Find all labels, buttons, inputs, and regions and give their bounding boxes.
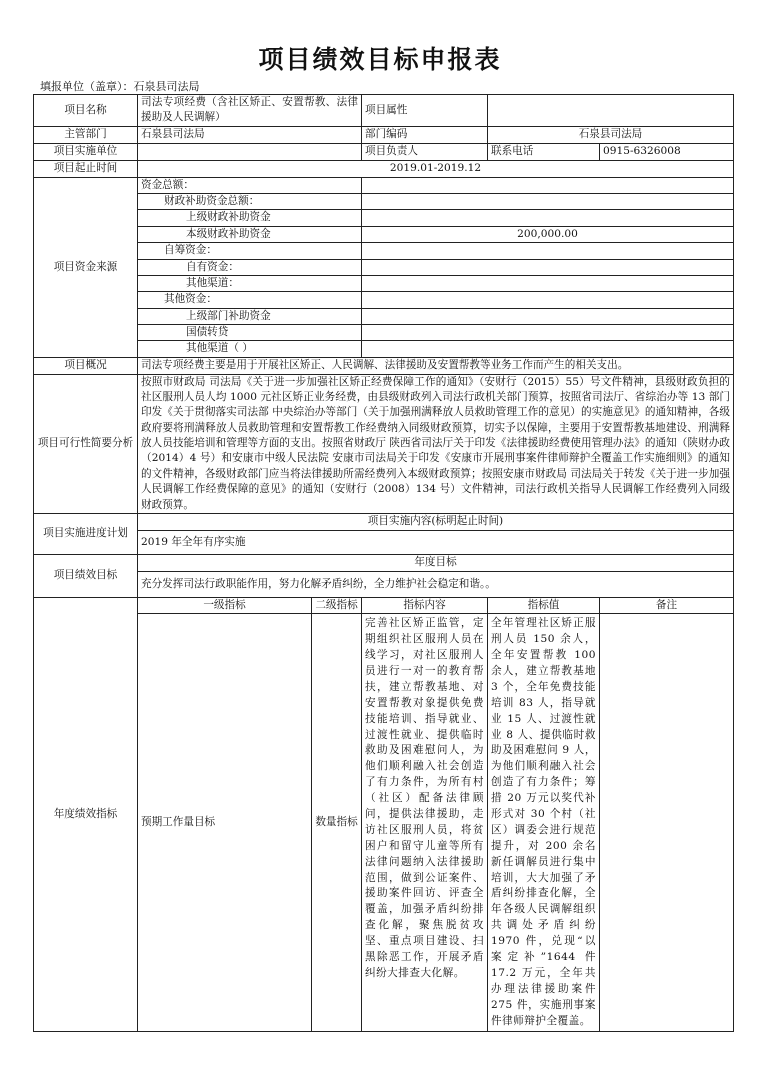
schedule-label: 项目实施进度计划	[34, 513, 138, 554]
upper-dept-value	[362, 308, 734, 324]
fund-total-value	[362, 177, 734, 193]
reporting-unit-value: 石泉县司法局	[133, 80, 200, 93]
overview-label: 项目概况	[34, 357, 138, 374]
impl-unit-label: 项目实施单位	[34, 143, 138, 160]
fund-source-label: 项目资金来源	[34, 177, 138, 357]
other-fund-value	[362, 292, 734, 308]
upper-fin-value	[362, 210, 734, 226]
page-title: 项目绩效目标申报表	[258, 45, 502, 74]
phone-value: 0915-6326008	[600, 143, 734, 160]
indicator-value: 全年管理社区矫正服刑人员 150 余人，全年安置帮教 100 余人，建立帮教基地 3 个，全年免费技能培训 83 人，指导就业 15 人、过渡性就业 8 人、提供临时救助及困难慰问 9 人，为他们顺利融入社会创造了有力条件；筹措 20 万元以奖代补形式对 30 个村（社区）调委会进行规范提升，对 200 余名新任调解员进行集中培训，大大加强了矛盾纠纷排查化解，全年各级人民调解组织共调处矛盾纠纷 1970 件，兑现“以案定补”1644 件 17.2 万元，全年共办理法律援助案件 275 件，实施刑事案件律师辩护全覆盖。	[488, 614, 600, 1032]
col-value: 指标值	[488, 597, 600, 613]
fin-total-value	[362, 194, 734, 210]
other-channel-value	[362, 275, 734, 291]
reporting-unit	[40, 78, 200, 94]
leader-label: 项目负责人	[362, 143, 488, 160]
performance-form-table	[33, 94, 734, 1032]
project-attr-value	[488, 95, 734, 127]
level2-value: 数量指标	[312, 614, 362, 1032]
overview-value: 司法专项经费主要是用于开展社区矫正、人民调解、法律援助及安置帮教等业务工作而产生的相关支出。	[138, 357, 734, 374]
fin-total-label: 财政补助资金总额：	[138, 194, 362, 210]
project-name-value: 司法专项经费（含社区矫正、安置帮教、法律援助及人民调解）	[138, 95, 362, 127]
other-fund-label: 其他资金：	[138, 292, 362, 308]
indicator-note	[600, 614, 734, 1032]
period-label: 项目起止时间	[34, 160, 138, 177]
impl-unit-value	[138, 143, 362, 160]
reporting-unit-label: 填报单位（盖章）：	[40, 80, 134, 93]
feasibility-label: 项目可行性简要分析	[34, 374, 138, 513]
perf-label: 项目绩效目标	[34, 554, 138, 597]
own-fund-value	[362, 259, 734, 275]
other-channel-label: 其他渠道：	[138, 275, 362, 291]
perf-header: 年度目标	[138, 554, 734, 571]
bond-value	[362, 324, 734, 340]
schedule-header: 项目实施内容(标明起止时间)	[138, 513, 734, 530]
project-name-label: 项目名称	[34, 95, 138, 127]
dept-value: 石泉县司法局	[138, 126, 362, 143]
upper-fin-label: 上级财政补助资金	[138, 210, 362, 226]
dept-label: 主管部门	[34, 126, 138, 143]
period-value: 2019.01-2019.12	[138, 160, 734, 177]
local-fin-label: 本级财政补助资金	[138, 226, 362, 242]
col-note: 备注	[600, 597, 734, 613]
indicator-content: 完善社区矫正监管，定期组织社区服刑人员在线学习，对社区服刑人员进行一对一的教育帮扶，建立帮教基地、对安置帮教对象提供免费技能培训、指导就业、过渡性就业、提供临时救助及困难慰问人，为他们顺利融入社会创造了有力条件，为所有村（社区）配备法律顾问，提供法律援助，走访社区服刑人员，将贫困户和留守儿童等所有法律问题纳入法律援助范围，做到公证案件、援助案件回访、评查全覆盖，加强矛盾纠纷排查化解，聚焦脱贫攻坚、重点项目建设、扫黑除恶工作，开展矛盾纠纷大排查大化解。	[362, 614, 488, 1032]
local-fin-value: 200,000.00	[362, 226, 734, 242]
col-level2: 二级指标	[312, 597, 362, 613]
schedule-value: 2019 年全年有序实施	[138, 530, 734, 554]
other-channel2-value	[362, 341, 734, 357]
bond-label: 国债转贷	[138, 324, 362, 340]
col-content: 指标内容	[362, 597, 488, 613]
phone-label: 联系电话	[488, 143, 600, 160]
perf-value: 充分发挥司法行政职能作用，努力化解矛盾纠纷，全力维护社会稳定和谐。。	[138, 571, 734, 597]
own-fund-label: 自有资金：	[138, 259, 362, 275]
annual-label: 年度绩效指标	[34, 597, 138, 1032]
other-channel2-label: 其他渠道（ ）	[138, 341, 362, 357]
level1-value: 预期工作量目标	[138, 614, 312, 1032]
fund-total-label: 资金总额：	[138, 177, 362, 193]
feasibility-value: 按照市财政局 司法局《关于进一步加强社区矫正经费保障工作的通知》（安财行（2015）55）号文件精神，县级财政负担的社区服刑人员人均 1000 元社区矫正业务经费，由县级财政列入司法行政机关部门预算，按照省司法厅、省综治办等 13 部门印发《关于贯彻落实司法部 中央综治办等部门（关于加强刑满释放人员救助管理工作的意见）的实施意见》的通知精神，各级政府要将刑满释放人员救助管理和安置帮教工作经费纳入同级财政预算，切实予以保障，主要用于安置帮教基地建设、刑满释放人员技能培训和管理等方面的支出。按照省财政厅 陕西省司法厅关于印发《法律援助经费使用管理办法》的通知（陕财办政（2014）4 号）和安康市中级人民法院 安康市司法局关于印发《安康市开展刑事案件律师辩护全覆盖工作实施细则》的通知的文件精神，各级财政部门应当将法律援助所需经费列入本级财政预算；按照安康市财政局 司法局关于转发《关于进一步加强人民调解工作经费保障的意见》的通知（安财行（2008）134 号）文件精神，司法行政机关指导人民调解工作经费列入同级财政预算。	[138, 374, 734, 513]
upper-dept-label: 上级部门补助资金	[138, 308, 362, 324]
self-raise-label: 自筹资金：	[138, 243, 362, 259]
col-level1: 一级指标	[138, 597, 312, 613]
dept-code-value: 石泉县司法局	[488, 126, 734, 143]
project-attr-label: 项目属性	[362, 95, 488, 127]
dept-code-label: 部门编码	[362, 126, 488, 143]
self-raise-value	[362, 243, 734, 259]
